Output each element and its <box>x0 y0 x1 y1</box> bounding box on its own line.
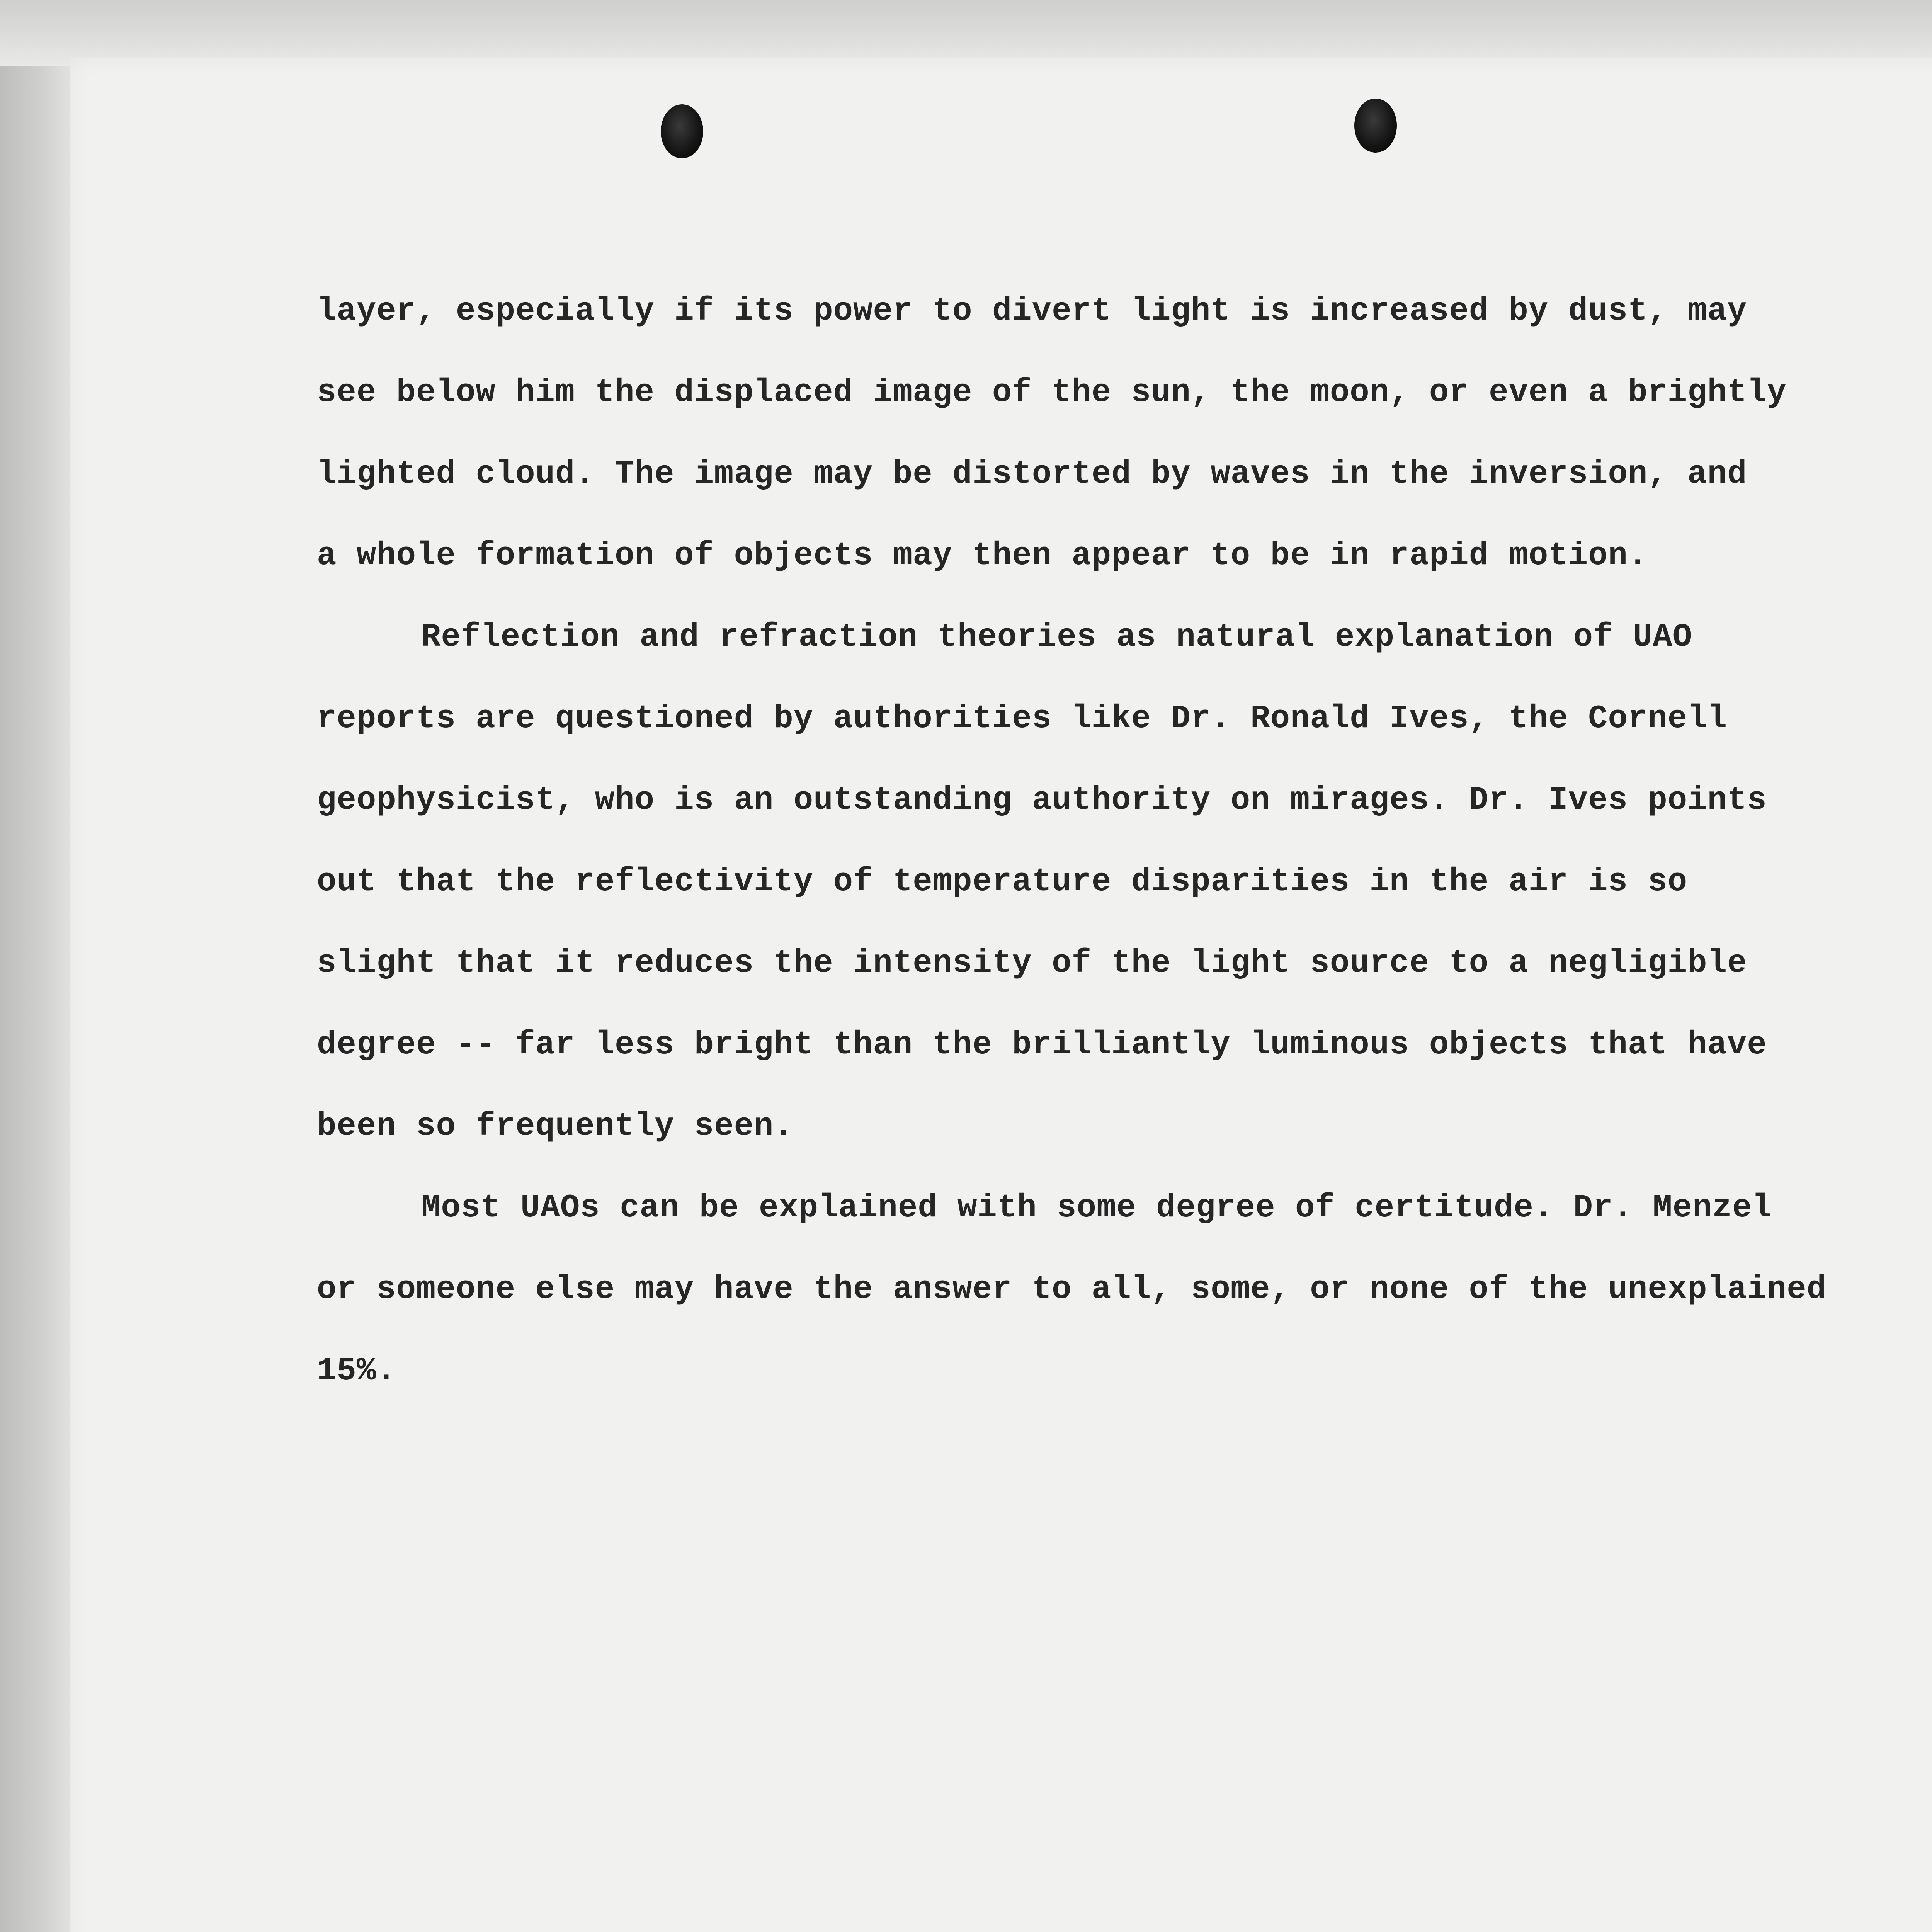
text-line: reports are questioned by authorities like Dr. Ronald Ives, the Cornell <box>317 701 1727 737</box>
paragraph-1 <box>317 270 1932 597</box>
document-body <box>317 270 1932 1412</box>
paragraph-2 <box>317 597 1932 1167</box>
scan-left-edge <box>0 0 73 1932</box>
text-line: Reflection and refraction theories as natural explanation of UAO <box>421 619 1693 656</box>
text-line: slight that it reduces the intensity of the light source to a negligible <box>317 945 1747 982</box>
text-line: out that the reflectivity of temperature disparities in the air is so <box>317 864 1688 900</box>
text-line: lighted cloud. The image may be distorted by waves in the inversion, and <box>317 456 1747 493</box>
text-line: geophysicist, who is an outstanding authority on mirages. Dr. Ives points <box>317 782 1767 819</box>
text-line: a whole formation of objects may then appear to be in rapid motion. <box>317 537 1648 574</box>
paragraph-3 <box>317 1167 1932 1412</box>
text-line: Most UAOs can be explained with some degree of certitude. Dr. Menzel <box>421 1190 1772 1226</box>
text-line: 15%. <box>317 1353 396 1389</box>
text-line: been so frequently seen. <box>317 1108 794 1145</box>
text-line: or someone else may have the answer to all, some, or none of the unexplained <box>317 1271 1827 1308</box>
punch-hole-left <box>661 104 703 158</box>
text-line: see below him the displaced image of the sun, the moon, or even a brightly <box>317 374 1787 411</box>
scan-top-edge <box>0 0 1932 66</box>
text-line: layer, especially if its power to divert light is increased by dust, may <box>317 293 1747 330</box>
punch-hole-right <box>1354 99 1397 153</box>
text-line: degree -- far less bright than the brilliantly luminous objects that have <box>317 1027 1767 1063</box>
